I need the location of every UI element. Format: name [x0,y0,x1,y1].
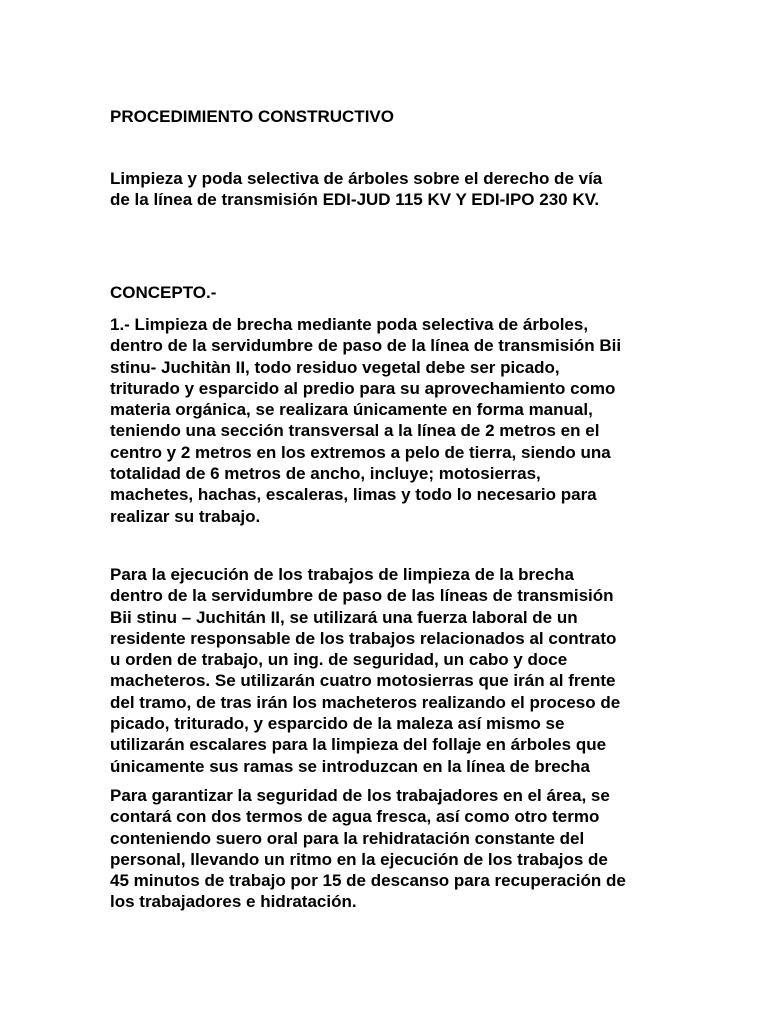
paragraph-line: personal, llevando un ritmo en la ejecución de los trabajos de [110,849,608,869]
subtitle-line: de la línea de transmisión EDI-JUD 115 KV Y EDI-IPO 230 KV. [110,190,600,210]
paragraph-line: utilizarán escalares para la limpieza del follaje en árboles que [110,735,607,755]
paragraph-line: 45 minutos de trabajo por 15 de descanso para recuperación de [110,871,626,891]
paragraph-line: residente responsable de los trabajos relacionados al contrato [110,628,617,648]
paragraph-line: triturado y esparcido al predio para su aprovechamiento como [110,378,616,398]
paragraph-line: machetes, hachas, escaleras, limas y todo lo necesario para [110,485,597,505]
paragraph-line: conteniendo suero oral para la rehidratación constante del [110,828,585,848]
subtitle-line: Limpieza y poda selectiva de árboles sobre el derecho de vía [110,169,603,188]
paragraph-line: 1.- Limpieza de brecha mediante poda selectiva de árboles, [110,315,589,334]
paragraph-line: totalidad de 6 metros de ancho, incluye; motosierras, [110,464,541,484]
paragraph-line: realizar su trabajo. [110,506,261,526]
paragraph-line: dentro de la servidumbre de paso de las líneas de transmisión [110,586,614,606]
paragraph-line: macheteros. Se utilizarán cuatro motosierras que irán al frente [110,671,616,691]
heading-text: PROCEDIMIENTO CONSTRUCTIVO [110,107,394,126]
paragraph-line: del tramo, de tras irán los macheteros realizando el proceso de [110,692,621,712]
paragraph-line: teniendo una sección transversal a la línea de 2 metros en el [110,421,600,441]
paragraph-line: únicamente sus ramas se introduzcan en la línea de brecha [110,756,590,776]
document-heading [110,106,670,127]
paragraph-2 [110,564,670,777]
paragraph-line: Para garantizar la seguridad de los trabajadores en el área, se [110,786,610,805]
paragraph-line: u orden de trabajo, un ing. de seguridad, un cabo y doce [110,650,568,670]
concept-label [110,282,670,303]
paragraph-line: stinu- Juchitàn II, todo residuo vegetal debe ser picado, [110,357,560,377]
document-subtitle [110,168,670,211]
paragraph-3 [110,785,670,913]
paragraph-1 [110,314,670,527]
paragraph-line: Para la ejecución de los trabajos de limpieza de la brecha [110,565,574,584]
paragraph-line: Bii stinu – Juchitán II, se utilizará una fuerza laboral de un [110,607,578,627]
paragraph-line: contará con dos termos de agua fresca, así como otro termo [110,807,600,827]
paragraph-line: dentro de la servidumbre de paso de la línea de transmisión Bii [110,336,622,356]
paragraph-line: picado, triturado, y esparcido de la maleza así mismo se [110,714,565,734]
paragraph-line: materia orgánica, se realizara únicamente en forma manual, [110,400,593,420]
concept-label-text: CONCEPTO.- [110,283,217,302]
paragraph-line: los trabajadores e hidratación. [110,892,357,912]
paragraph-line: centro y 2 metros en los extremos a pelo de tierra, siendo una [110,442,611,462]
